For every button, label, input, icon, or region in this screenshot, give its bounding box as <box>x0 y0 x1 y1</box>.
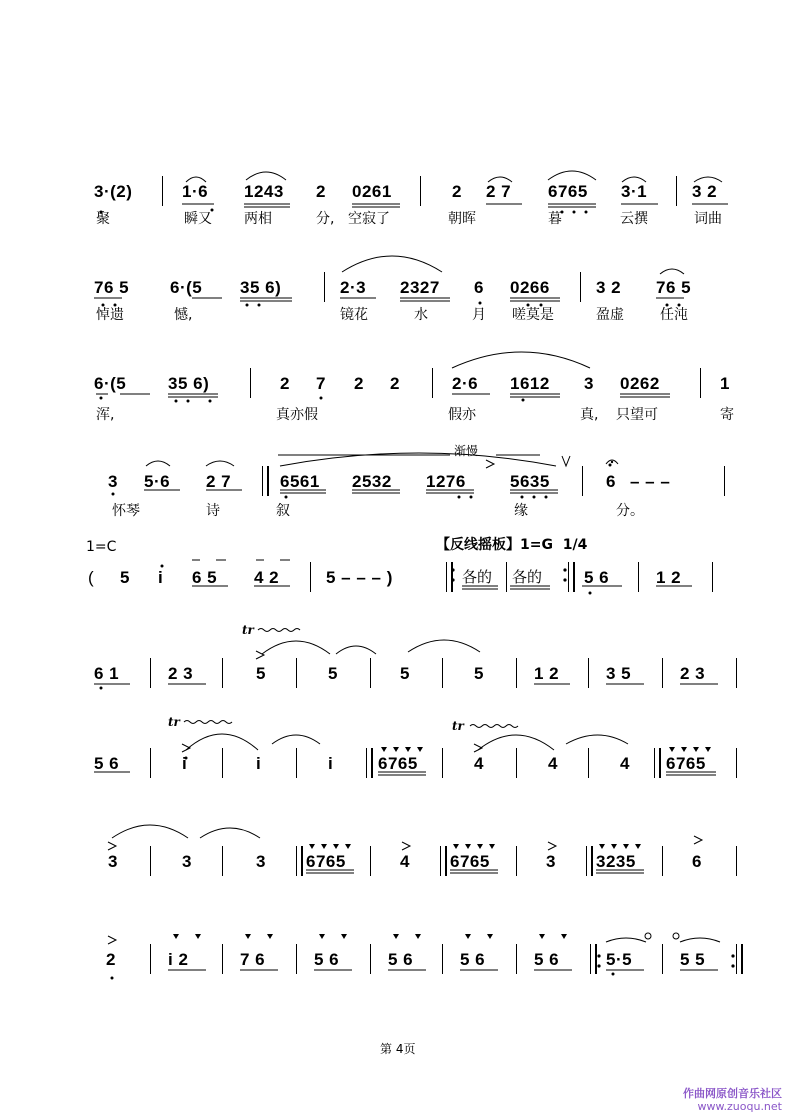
barline <box>310 562 311 592</box>
lyric: 云撰 <box>620 211 648 227</box>
note-group: 5 6 <box>314 950 340 969</box>
repeat-end-barline <box>568 562 575 592</box>
note-group: 1 <box>720 374 730 393</box>
barline <box>162 176 163 206</box>
note-group: 6·(5 <box>170 278 203 297</box>
note-group: 6 <box>692 852 702 871</box>
barline <box>150 658 151 688</box>
note-group: 4 2 <box>254 568 280 587</box>
barline <box>222 658 223 688</box>
barline <box>296 944 297 974</box>
note-group: 7 <box>316 374 326 393</box>
lyric: 朝晖 <box>448 211 476 227</box>
barline <box>506 562 507 592</box>
note-group: i 2 <box>168 950 189 969</box>
lyric: 真亦假 <box>276 407 318 423</box>
note-group: 6561 <box>280 472 320 491</box>
repeat-start-barline <box>446 562 453 592</box>
note-group: 2 <box>106 950 116 969</box>
note-group: 2 7 <box>206 472 232 491</box>
barline <box>370 944 371 974</box>
barline <box>150 846 151 876</box>
watermark-name: 作曲网原创音乐社区 <box>683 1087 782 1100</box>
page-number: 第 4页 <box>380 1042 416 1056</box>
lyric: 各的 <box>462 568 493 586</box>
barline <box>516 944 517 974</box>
barline <box>582 466 583 496</box>
lyric: 词曲 <box>694 211 722 227</box>
svg-text:tr: tr <box>168 715 180 729</box>
note-group: 5 6 <box>460 950 486 969</box>
note-group: 2 <box>452 182 462 201</box>
note-group: 5 <box>328 664 338 683</box>
lyric: 瞬又 <box>184 211 212 227</box>
note-group: 3·1 <box>621 182 648 201</box>
note-group: 7 6 <box>240 950 266 969</box>
note-group: 1243 <box>244 182 284 201</box>
lyric: 分, <box>316 211 335 227</box>
lyric: 憾, <box>174 307 193 323</box>
note-group: 6765 <box>306 852 346 871</box>
key-signature: 1=C <box>86 539 117 555</box>
note-group: 3 <box>108 472 118 491</box>
note-group: 6765 <box>548 182 588 201</box>
note-group: 2 3 <box>168 664 194 683</box>
double-barline <box>262 466 269 496</box>
lyric: 两相 <box>244 211 272 227</box>
barline <box>516 748 517 778</box>
note-group: ( <box>88 568 95 587</box>
barline <box>662 658 663 688</box>
note-group: 1·6 <box>182 182 209 201</box>
lyric: 任沌 <box>660 307 688 323</box>
barline <box>370 658 371 688</box>
note-group: 76 5 <box>656 278 692 297</box>
note-group: 5·5 <box>606 950 633 969</box>
section-heading: 【反线摇板】1=G 1/4 <box>436 537 588 553</box>
note-group: 35 6) <box>240 278 282 297</box>
lyric: 寄 <box>720 407 734 423</box>
note-group: 6 5 <box>192 568 218 587</box>
note-group: 6 <box>474 278 484 297</box>
barline <box>676 176 677 206</box>
barline <box>150 748 151 778</box>
note-group: 2532 <box>352 472 392 491</box>
note-group: i <box>158 568 164 587</box>
note-group: 5 6 <box>584 568 610 587</box>
barline <box>516 658 517 688</box>
lyric: 悼遗 <box>96 307 124 323</box>
note-group: i <box>328 754 334 773</box>
repeat-start-barline <box>590 944 597 974</box>
note-group: 5 – – – ) <box>326 568 393 587</box>
barline <box>580 272 581 302</box>
barline <box>662 846 663 876</box>
barline <box>442 658 443 688</box>
note-group: 3 <box>546 852 556 871</box>
double-barline <box>366 748 373 778</box>
note-group: 1 2 <box>656 568 682 587</box>
note-group: 6 1 <box>94 664 120 683</box>
note-group: 5 <box>474 664 484 683</box>
note-group: 1 2 <box>534 664 560 683</box>
barline <box>420 176 421 206</box>
note-group: 5 6 <box>94 754 120 773</box>
lyric: 暮 <box>548 211 562 227</box>
note-group: – – – <box>630 472 671 491</box>
note-group: 3 2 <box>596 278 622 297</box>
lyric: 只望可 <box>616 407 658 423</box>
note-group: 2·6 <box>452 374 479 393</box>
note-group: 5 5 <box>680 950 706 969</box>
note-group: 2327 <box>400 278 440 297</box>
note-group: 3 <box>108 852 118 871</box>
double-barline <box>296 846 303 876</box>
barline <box>588 658 589 688</box>
barline <box>588 748 589 778</box>
note-group: 6765 <box>378 754 418 773</box>
double-barline <box>586 846 593 876</box>
note-group: 3 <box>584 374 594 393</box>
note-group: 0266 <box>510 278 550 297</box>
barline <box>516 846 517 876</box>
barline <box>442 944 443 974</box>
barline <box>250 368 251 398</box>
note-group: 4 <box>620 754 630 773</box>
note-group: 0262 <box>620 374 660 393</box>
note-group: 5·6 <box>144 472 171 491</box>
lyric: 水 <box>414 307 428 323</box>
barline <box>736 658 737 688</box>
note-group: 4 <box>474 754 484 773</box>
note-group: 3 <box>256 852 266 871</box>
note-group: 76 5 <box>94 278 130 297</box>
note-group: 2 <box>390 374 400 393</box>
barline <box>150 944 151 974</box>
note-group: 3 <box>182 852 192 871</box>
note-group: i <box>182 754 188 773</box>
note-group: i <box>256 754 262 773</box>
lyric: 假亦 <box>448 407 476 423</box>
note-group: 5 <box>256 664 266 683</box>
barline <box>712 562 713 592</box>
note-group: 6 <box>606 472 616 491</box>
lyric: 各的 <box>512 568 543 586</box>
lyric: 空寂了 <box>348 211 390 227</box>
note-group: 2 3 <box>680 664 706 683</box>
double-barline <box>440 846 447 876</box>
note-group: 4 <box>548 754 558 773</box>
lyric: 怀琴 <box>112 503 140 519</box>
lyric: 盈虚 <box>596 307 624 323</box>
tempo-marking: 渐慢 <box>454 444 479 458</box>
note-group: 6765 <box>666 754 706 773</box>
note-group: 2 <box>280 374 290 393</box>
barline <box>736 748 737 778</box>
watermark-site: www.zuoqu.net <box>697 1100 782 1113</box>
note-group: 5635 <box>510 472 550 491</box>
lyric: 诗 <box>206 503 220 519</box>
lyric: 聚 <box>96 211 110 227</box>
note-group: 2 7 <box>486 182 512 201</box>
lyric: 真, <box>580 407 599 423</box>
note-group: 6·(5 <box>94 374 127 393</box>
barline <box>222 846 223 876</box>
lyric: 嗟莫是 <box>512 307 554 323</box>
barline <box>222 944 223 974</box>
lyric: 月 <box>472 307 486 323</box>
svg-text:tr: tr <box>452 719 464 733</box>
note-group: 3·(2) <box>94 182 133 201</box>
barline <box>736 846 737 876</box>
note-group: 0261 <box>352 182 392 201</box>
barline <box>700 368 701 398</box>
lyric: 分。 <box>616 503 644 519</box>
double-barline <box>654 748 661 778</box>
note-group: 5 6 <box>534 950 560 969</box>
barline <box>432 368 433 398</box>
barline <box>638 562 639 592</box>
note-group: 1612 <box>510 374 550 393</box>
barline <box>662 944 663 974</box>
barline <box>296 658 297 688</box>
note-group: 6765 <box>450 852 490 871</box>
note-group: 2·3 <box>340 278 367 297</box>
note-group: 3 2 <box>692 182 718 201</box>
note-group: 2 <box>354 374 364 393</box>
repeat-end-barline <box>736 944 743 974</box>
note-group: 5 <box>400 664 410 683</box>
note-group: 2 <box>316 182 326 201</box>
lyric: 缘 <box>514 503 528 519</box>
note-group: 35 6) <box>168 374 210 393</box>
watermark <box>683 1087 782 1113</box>
lyric: 镜花 <box>340 307 368 323</box>
barline <box>724 466 725 496</box>
note-group: 4 <box>400 852 410 871</box>
note-group: 3235 <box>596 852 636 871</box>
lyric: 叙 <box>276 503 290 519</box>
barline <box>442 748 443 778</box>
barline <box>222 748 223 778</box>
barline <box>324 272 325 302</box>
lyric: 浑, <box>96 407 115 423</box>
barline <box>296 748 297 778</box>
note-group: 3 5 <box>606 664 632 683</box>
note-group: 1276 <box>426 472 466 491</box>
note-group: 5 <box>120 568 130 587</box>
barline <box>370 846 371 876</box>
svg-text:tr: tr <box>242 623 254 637</box>
note-group: 5 6 <box>388 950 414 969</box>
